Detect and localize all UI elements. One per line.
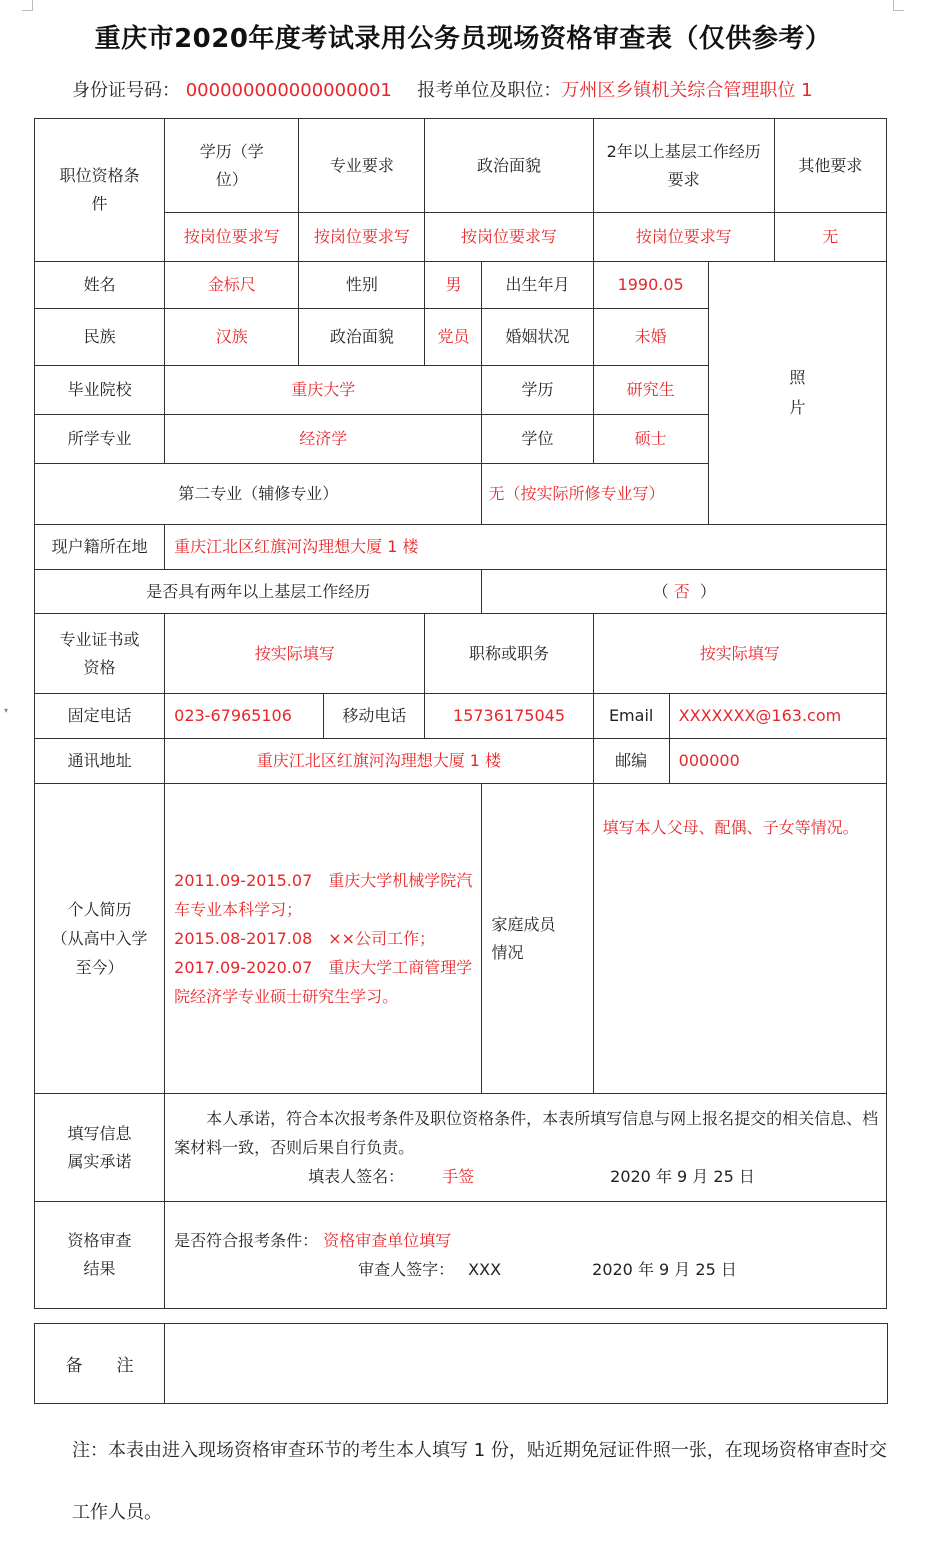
mobile-label: 移动电话: [324, 694, 425, 739]
qual-value-major: 按岗位要求写: [299, 213, 425, 262]
remarks-table: [34, 1323, 888, 1404]
qual-value-political: 按岗位要求写: [425, 213, 593, 262]
address-label: 通讯地址: [35, 739, 165, 784]
qual-header-grassroots: 2年以上基层工作经历要求: [593, 119, 774, 213]
review-form-table: [34, 118, 887, 1309]
name-value: 金标尺: [165, 262, 299, 309]
qual-header-major: 专业要求: [299, 119, 425, 213]
postcode-label: 邮编: [593, 739, 669, 784]
review-date: 2020 年 9 月 25 日: [592, 1260, 737, 1279]
school-value: 重庆大学: [165, 366, 482, 415]
qual-header-edu: 学历（学位）: [165, 119, 299, 213]
title-label: 职称或职务: [425, 614, 593, 694]
name-label: 姓名: [35, 262, 165, 309]
pledge-sign-label: 填表人签名：: [308, 1167, 405, 1186]
photo-label: 照: [789, 368, 806, 387]
margin-arrow-icon: ▾: [4, 706, 9, 715]
pledge-label: 填写信息属实承诺: [35, 1094, 165, 1202]
page-title: 重庆市2020年度考试录用公务员现场资格审查表（仅供参考）: [94, 24, 832, 54]
marital-value: 未婚: [593, 309, 708, 366]
remarks-label: 备 注: [35, 1324, 165, 1404]
certificate-label: 专业证书或资格: [35, 614, 165, 694]
unit-label: 报考单位及职位：: [417, 80, 562, 101]
birth-label: 出生年月: [482, 262, 593, 309]
photo-box: [708, 262, 886, 525]
family-label: 家庭成员情况: [482, 784, 593, 1094]
qual-value-other: 无: [774, 213, 886, 262]
id-line: [72, 76, 813, 102]
residence-label: 现户籍所在地: [35, 525, 165, 570]
postcode-value: 000000: [669, 739, 886, 784]
political-value: 党员: [425, 309, 482, 366]
qual-header-political: 政治面貌: [425, 119, 593, 213]
footnote: 注：本表由进入现场资格审查环节的考生本人填写 1 份，贴近期免冠证件照一张，在现场资格审查时交工作人员。: [72, 1440, 887, 1523]
gender-label: 性别: [299, 262, 425, 309]
address-value: 重庆江北区红旗河沟理想大厦 1 楼: [165, 739, 593, 784]
degree-label: 学位: [482, 415, 593, 464]
major-label: 所学专业: [35, 415, 165, 464]
review-label: 资格审查结果: [35, 1202, 165, 1309]
pledge-sign-value: 手签: [442, 1167, 475, 1186]
page-corner-mark: [22, 0, 33, 11]
second-major-label: 第二专业（辅修专业）: [35, 464, 482, 525]
edu-value: 研究生: [593, 366, 708, 415]
second-major-value: 无（按实际所修专业写）: [482, 464, 708, 525]
id-value: 000000000000000001: [185, 80, 392, 101]
grassroots-answer: （ 否 ）: [482, 570, 887, 614]
resume-label-main: 个人简历: [67, 900, 132, 919]
page-corner-mark: [893, 0, 904, 11]
qual-value-grassroots: 按岗位要求写: [593, 213, 774, 262]
residence-value: 重庆江北区红旗河沟理想大厦 1 楼: [165, 525, 887, 570]
reviewer-label: 审查人签字：: [358, 1260, 455, 1279]
edu-label: 学历: [482, 366, 593, 415]
review-content: [165, 1202, 887, 1309]
resume-line: 2015.08-2017.08 ××公司工作；: [174, 929, 436, 948]
school-label: 毕业院校: [35, 366, 165, 415]
resume-line: 2017.09-2020.07 重庆大学工商管理学院经济学专业硕士研究生学习。: [174, 958, 473, 1006]
remarks-value: [165, 1324, 888, 1404]
qual-header-other: 其他要求: [774, 119, 886, 213]
phone-label: 固定电话: [35, 694, 165, 739]
ethnic-value: 汉族: [165, 309, 299, 366]
reviewer-value: XXX: [468, 1260, 502, 1279]
pledge-text: 本人承诺，符合本次报考条件及职位资格条件，本表所填写信息与网上报名提交的相关信息、档案材料一致，否则后果自行负责。: [174, 1109, 879, 1157]
ethnic-label: 民族: [35, 309, 165, 366]
family-value: 填写本人父母、配偶、子女等情况。: [593, 784, 886, 1094]
photo-label: 片: [789, 398, 806, 417]
id-label: 身份证号码：: [72, 80, 180, 101]
grassroots-value: 否: [673, 581, 690, 601]
review-cond-value: 资格审查单位填写: [323, 1231, 452, 1250]
resume-label-sub: （从高中入学至今）: [51, 929, 148, 977]
phone-value: 023-67965106: [165, 694, 324, 739]
qualification-label: 职位资格条件: [35, 119, 165, 262]
political-label: 政治面貌: [299, 309, 425, 366]
mobile-value: 15736175045: [425, 694, 593, 739]
email-value: XXXXXXX@163.com: [669, 694, 886, 739]
marital-label: 婚姻状况: [482, 309, 593, 366]
gender-value: 男: [425, 262, 482, 309]
email-label: Email: [593, 694, 669, 739]
resume-label: [35, 784, 165, 1094]
certificate-value: 按实际填写: [165, 614, 425, 694]
birth-value: 1990.05: [593, 262, 708, 309]
grassroots-label: 是否具有两年以上基层工作经历: [35, 570, 482, 614]
unit-value: 万州区乡镇机关综合管理职位 1: [561, 80, 813, 101]
degree-value: 硕士: [593, 415, 708, 464]
review-cond-label: 是否符合报考条件：: [174, 1231, 319, 1250]
resume-line: 2011.09-2015.07 重庆大学机械学院汽车专业本科学习；: [174, 871, 473, 919]
title-value: 按实际填写: [593, 614, 886, 694]
resume-content: [165, 784, 482, 1094]
qual-value-edu: 按岗位要求写: [165, 213, 299, 262]
pledge-date: 2020 年 9 月 25 日: [610, 1167, 755, 1186]
pledge-content: [165, 1094, 887, 1202]
major-value: 经济学: [165, 415, 482, 464]
